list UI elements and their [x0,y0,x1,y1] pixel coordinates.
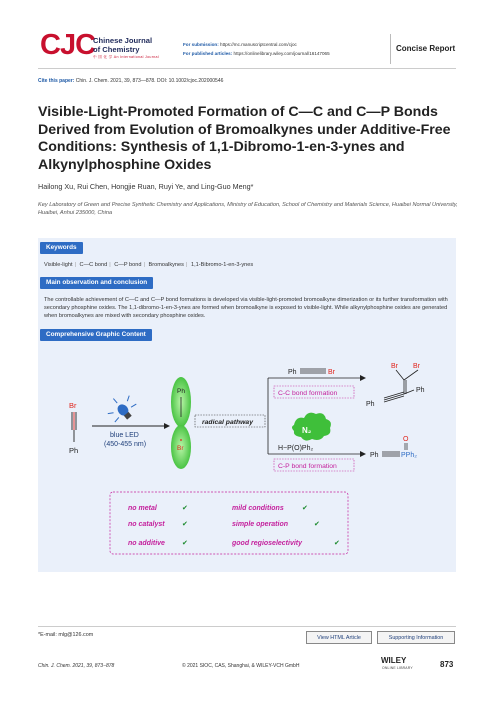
published-link[interactable]: https://onlinelibrary.wiley.com/journal/16147065 [233,51,330,56]
corresponding-email[interactable]: *E-mail: mlg@126.com [38,632,94,638]
svg-text:O: O [403,436,409,443]
journal-subtitle: 中 国 化 学 An International Journal [93,55,159,59]
keyword: 1,1-Bibromo-1-en-3-ynes [190,262,254,268]
pathway-label: radical pathway [202,419,253,426]
main-observation-text: The controllable achievement of C—C and C—P bond formations is developed via visible-light-promoted bromoalkyne dimerization or its further transformation with secondary phosphine oxides. The 1,1-dibromo-1-en-3-ynes are formed when bromoalkyne is exposed to visible-light. While alkynylphosphine oxides are generated when bromoalkynes are mixed with secondary phosphine oxides. [44,297,448,319]
arrowhead [360,375,366,381]
cp-reagent: H−P(O)Ph₂ [278,445,314,452]
n2-label: N₂ [302,426,312,435]
led-range: (450-455 nm) [104,441,147,448]
svg-text:Br: Br [391,363,398,370]
journal-name: Chinese Journal of Chemistry [93,36,153,54]
graphic-label: Comprehensive Graphic Content [40,329,152,341]
keyword: C—C bond [79,262,108,268]
wiley-logo: WILEY [381,656,407,665]
condition-item: no additive [128,540,165,547]
header-divider [390,34,391,64]
n2-cloud [292,413,331,441]
ph-label: Ph [69,446,79,455]
cc-reagent-ph: Ph [288,369,297,376]
br-radical-label: Br [177,445,184,452]
cc-reagent-br: Br [328,369,335,376]
svg-text:Ph: Ph [370,452,379,459]
cp-label: C-P bond formation [278,463,337,470]
supporting-info-button[interactable]: Supporting Information [377,631,455,644]
keyword: C—P bond [114,262,142,268]
light-bulb-icon [103,390,141,427]
svg-text:Ph: Ph [416,387,425,394]
wiley-logo-sub: ONLINE LIBRARY [382,666,413,670]
check-icon: ✔ [182,521,188,528]
page-number: 873 [440,660,454,669]
header-rule [38,68,456,69]
affiliation: Key Laboratory of Green and Precise Synthetic Chemistry and Applications, Ministry of Education, School of Chemistry and Materials Science, Huaibei Normal University, Huaibei, Anhui 235000, China [38,202,458,216]
article-type: Concise Report [396,44,456,53]
radical-dot [180,439,182,441]
led-label: blue LED [110,432,139,439]
paper-title: Visible-Light-Promoted Formation of C—C and C—P Bonds Derived from Evolution of Bromoalkynes under Additive-Free Conditions: Synthesis of 1,1-Dibromo-1-en-3-ynes and Alkynylphosphine Oxides [38,104,451,173]
journal-logo: CJC [40,29,96,61]
condition-item: mild conditions [232,505,284,512]
authors: Hailong Xu, Rui Chen, Hongjie Ruan, Ruyi Ye, and Ling-Guo Meng* [38,182,254,191]
check-icon: ✔ [182,540,188,547]
keyword: Bromoalkynes [148,262,184,268]
view-html-button[interactable]: View HTML Article [306,631,372,644]
ph-label: Ph [177,388,185,395]
alkynylphosphine-oxide-product [370,436,417,459]
check-icon: ✔ [182,505,188,512]
condition-item: simple operation [232,521,289,528]
check-icon: ✔ [334,540,340,547]
submission-link[interactable]: https://mc.manuscriptcentral.com/cjoc [220,42,297,47]
footer-copyright: © 2021 SIOC, CAS, Shanghai, & WILEY-VCH GmbH [182,663,300,669]
condition-item: good regioselectivity [232,540,303,547]
condition-item: no catalyst [128,521,165,528]
cc-label: C-C bond formation [278,390,338,397]
br-atom-label: Br [69,401,77,410]
footer-rule [38,626,456,627]
condition-item: no metal [128,505,157,512]
dibromoenyne-product [366,363,425,408]
keywords-list: Visible-light | C—C bond | C—P bond | Bromoalkynes | 1,1-Bibromo-1-en-3-ynes [44,262,254,268]
citation-line: Cite this paper: Chin. J. Chem. 2021, 39, 873—878. DOI: 10.1002/cjoc.202000546 [38,78,224,84]
header-links: For submission: https://mc.manuscriptcentral.com/cjoc For published articles: https://onlinelibrary.wiley.com/journal/16147065 [183,42,330,56]
keywords-label: Keywords [40,242,83,254]
check-icon: ✔ [314,521,320,528]
footer-citation: Chin. J. Chem. 2021, 39, 873−878 [38,663,115,669]
svg-text:Br: Br [413,363,420,370]
arrowhead [360,451,366,457]
citation-text[interactable]: Chin. J. Chem. 2021, 39, 873—878. DOI: 10.1002/cjoc.202000546 [75,78,224,84]
main-observation-label: Main observation and conclusion [40,277,153,289]
keyword: Visible-light [44,262,73,268]
svg-text:PPh₂: PPh₂ [401,452,417,459]
check-icon: ✔ [302,505,308,512]
svg-text:Ph: Ph [366,401,375,408]
graphical-abstract [40,342,454,570]
arrowhead [164,423,170,429]
